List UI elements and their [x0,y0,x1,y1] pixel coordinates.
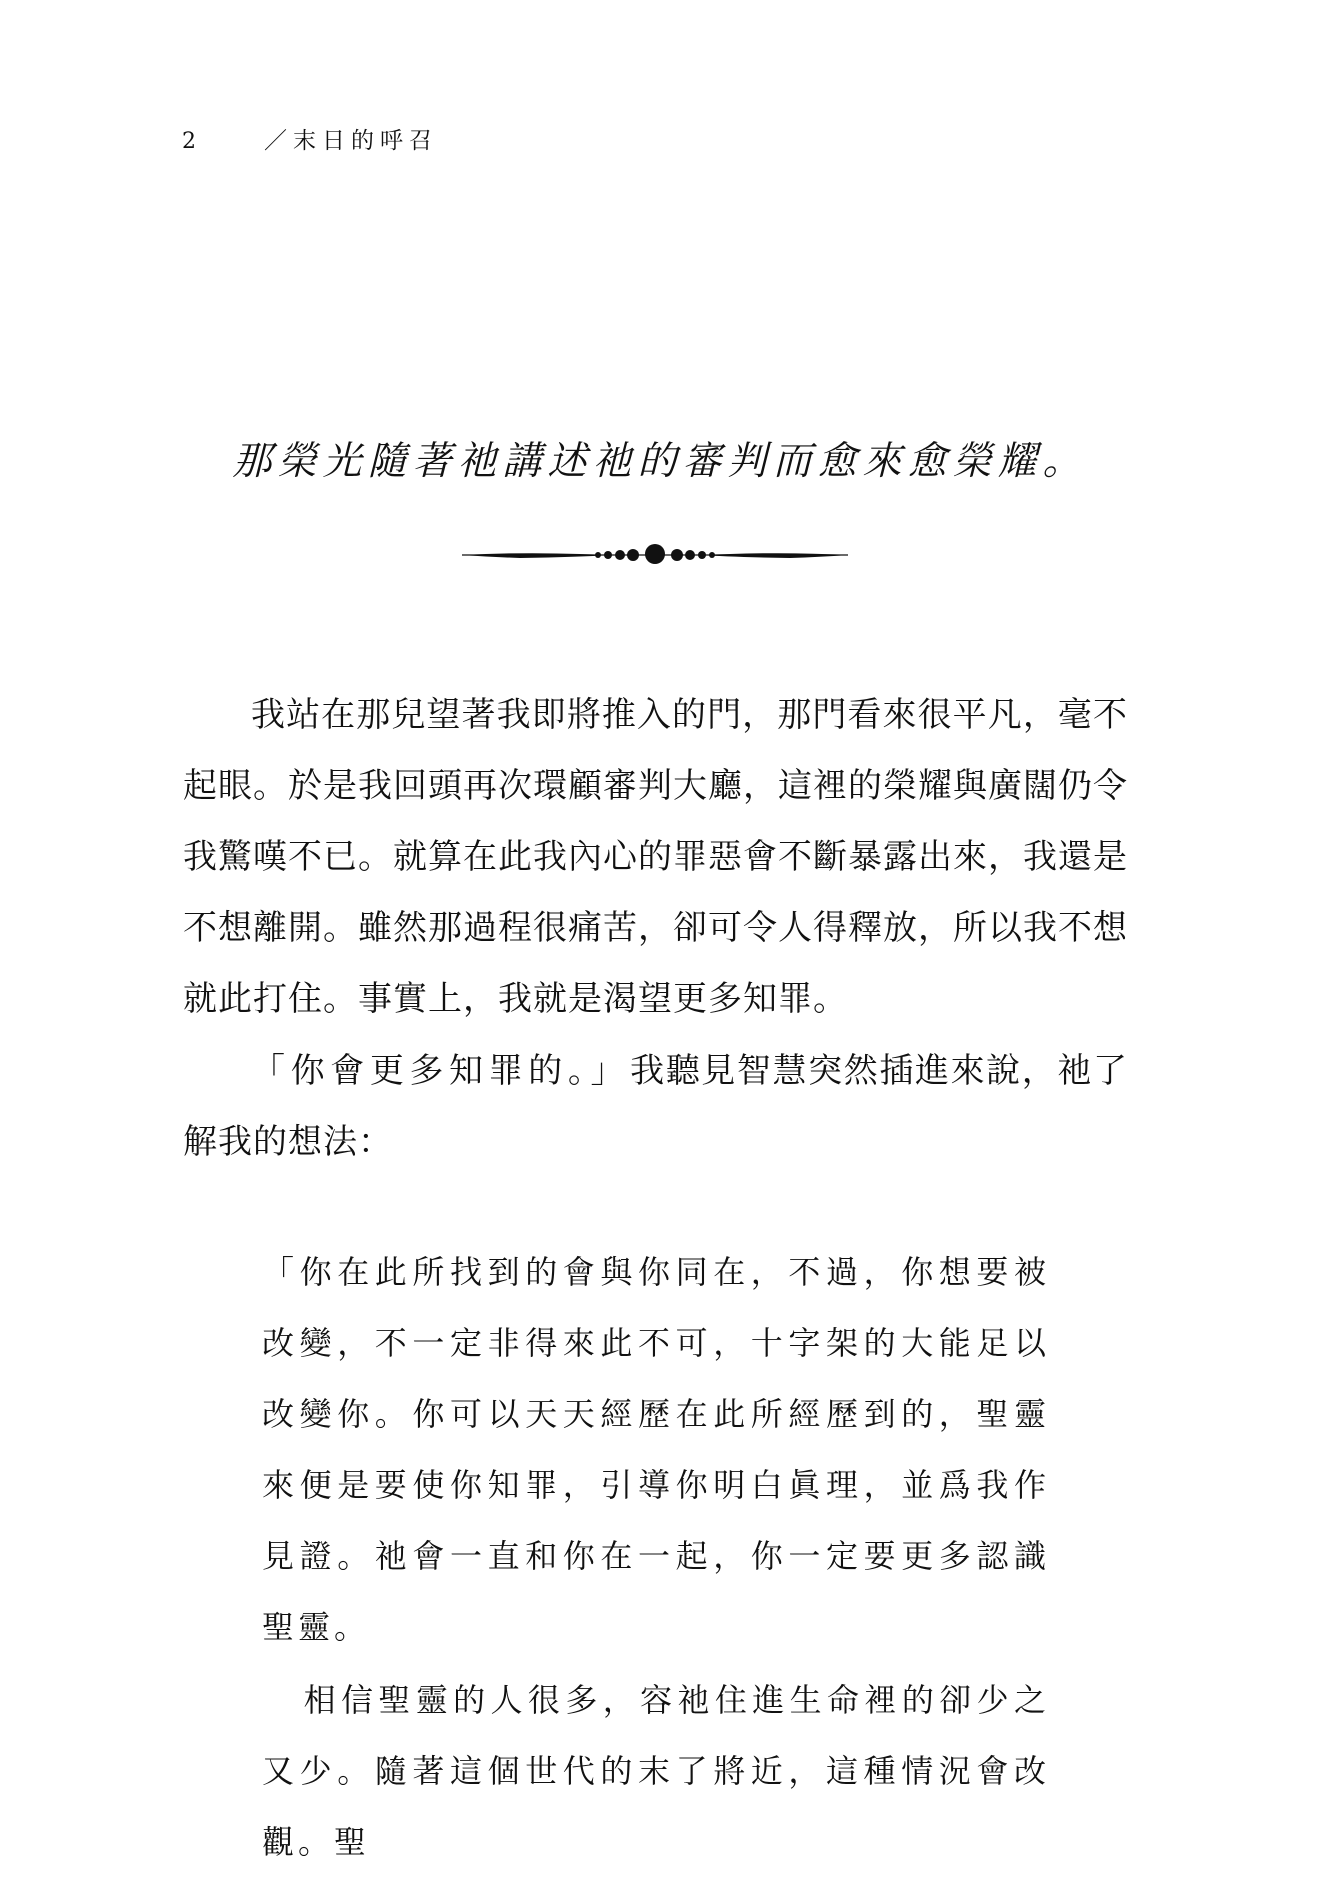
block-quote-paragraph: 相信聖靈的人很多，容祂住進生命裡的卻少之又少。隨著這個世代的末了將近，這種情況會改觀。聖 [262,1681,1050,1861]
quoted-speech: 「你會更多知罪的。」 [251,1051,631,1091]
narrative-text [183,680,1128,1178]
running-title: ／末日的呼召 [264,128,438,154]
page-header [182,122,438,155]
narrative-paragraph: 我站在那兒望著我即將推入的門，那門看來很平凡，毫不起眼。於是我回頭再次環顧審判大廳，這裡的榮耀與廣闊仍令我驚嘆不已。就算在此我內心的罪惡會不斷暴露出來，我還是不想離開。雖然那過程很痛苦，卻可令人得釋放，所以我不想就此打住。事實上，我就是渴望更多知罪。 [183,695,1128,1019]
narrative-paragraph [183,1036,1128,1178]
block-quote [262,1237,1050,1878]
block-quote-paragraph: 「你在此所找到的會與你同在，不過，你想要被改變，不一定非得來此不可，十字架的大能足以改變你。你可以天天經歷在此所經歷到的，聖靈來便是要使你知罪，引導你明白眞理，並爲我作見證。祂會一直和你在一起，你一定要更多認識聖靈。 [262,1253,1050,1646]
chapter-epigraph: 那榮光隨著祂講述祂的審判而愈來愈榮耀。 [232,439,1088,484]
page-number: 2 [182,129,198,154]
narrative-paragraph-rest: 我聽見智慧突然插進來說，祂了解我的想法： [183,1051,1129,1162]
decorative-divider-icon [460,540,850,570]
